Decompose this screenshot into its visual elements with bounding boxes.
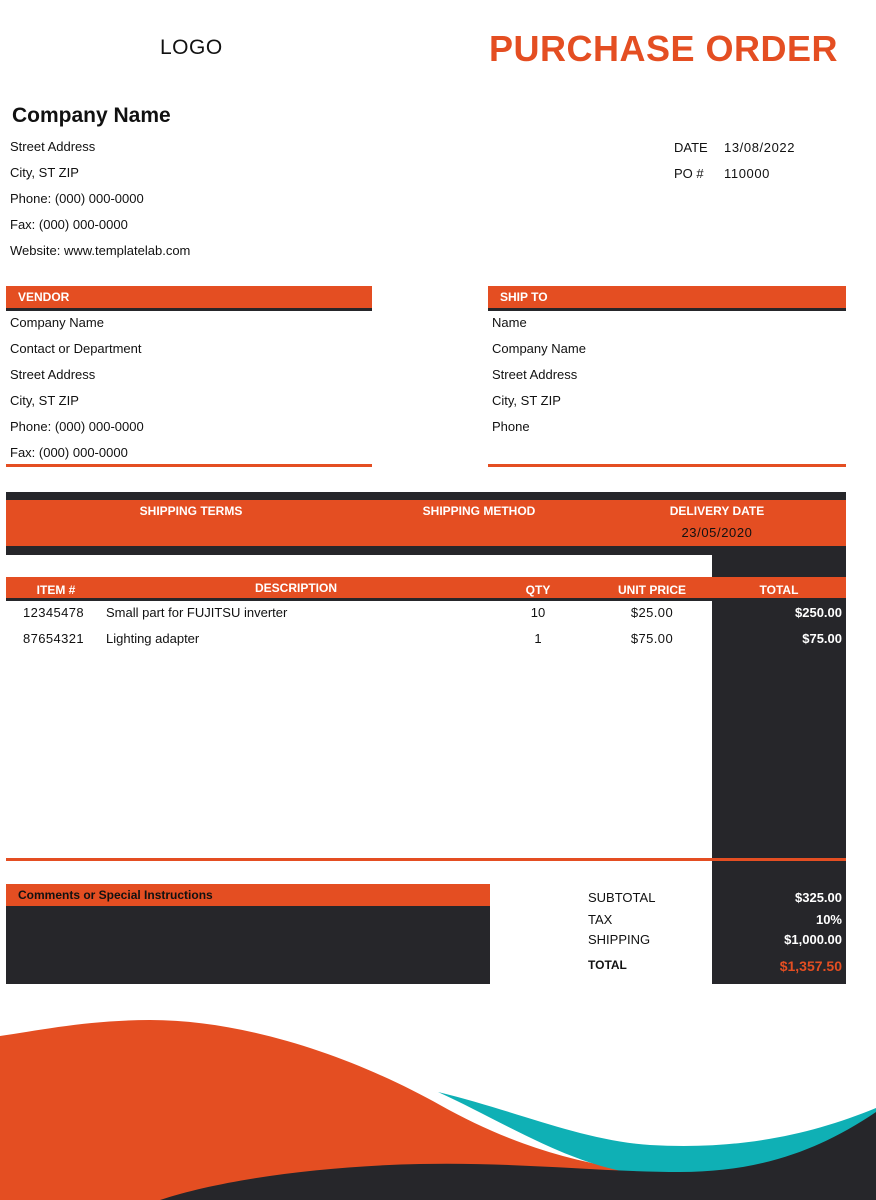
shipping-method-label: SHIPPING METHOD	[422, 504, 536, 518]
row-total: $75.00	[802, 631, 842, 646]
tax-label: TAX	[588, 912, 613, 927]
row-total: $250.00	[795, 605, 842, 620]
shipping-label: SHIPPING	[588, 932, 651, 947]
total-column-background	[712, 555, 846, 858]
document-title: PURCHASE ORDER	[488, 28, 838, 69]
vendor-heading: VENDOR	[18, 290, 70, 304]
ship-to-phone: Phone	[492, 419, 530, 434]
shipping-bottom-bar	[6, 546, 846, 555]
vendor-block	[10, 310, 144, 466]
col-total-header: TOTAL	[759, 583, 799, 597]
comments-header	[6, 884, 490, 906]
vendor-fax: Fax: (000) 000-0000	[10, 445, 128, 460]
delivery-date-label: DELIVERY DATE	[669, 504, 765, 518]
row-unit-price: $25.00	[630, 605, 674, 620]
tax-value: 10%	[815, 912, 842, 927]
row-description: Lighting adapter	[106, 631, 200, 646]
subtotal-value: $325.00	[795, 890, 842, 905]
vendor-bottom-rule	[6, 464, 372, 467]
company-website: Website: www.templatelab.com	[10, 243, 191, 258]
row-unit-price: $75.00	[630, 631, 674, 646]
grand-total-value: $1,357.50	[779, 958, 842, 974]
po-label: PO #	[674, 166, 704, 181]
subtotal-label: SUBTOTAL	[588, 890, 656, 905]
vendor-company: Company Name	[10, 315, 104, 330]
company-street: Street Address	[10, 139, 96, 154]
shipping-terms-label: SHIPPING TERMS	[139, 504, 243, 518]
total-label: TOTAL	[588, 958, 627, 972]
logo-placeholder: LOGO	[160, 36, 223, 59]
ship-to-header	[488, 286, 846, 308]
col-description-header: DESCRIPTION	[254, 581, 337, 595]
ship-to-street: Street Address	[492, 367, 578, 382]
ship-to-company: Company Name	[492, 341, 586, 356]
shipping-top-bar	[6, 492, 846, 500]
ship-to-heading: SHIP TO	[500, 290, 548, 304]
company-name: Company Name	[12, 104, 171, 127]
vendor-city: City, ST ZIP	[10, 393, 79, 408]
row-item-number: 87654321	[23, 631, 85, 646]
table-row	[6, 631, 846, 653]
col-qty-header: QTY	[525, 583, 551, 597]
ship-to-name: Name	[492, 315, 527, 330]
vendor-header	[6, 286, 372, 308]
ship-to-city: City, ST ZIP	[492, 393, 561, 408]
company-city: City, ST ZIP	[10, 165, 79, 180]
row-item-number: 12345478	[23, 605, 85, 620]
row-qty: 10	[530, 605, 546, 620]
ship-to-block	[492, 310, 586, 440]
items-header-underline	[6, 598, 712, 601]
col-item-header: ITEM #	[36, 583, 76, 597]
decorative-wave-graphic	[0, 1000, 876, 1200]
comments-box[interactable]	[6, 906, 490, 984]
col-unit-price-header: UNIT PRICE	[617, 583, 686, 597]
company-fax: Fax: (000) 000-0000	[10, 217, 128, 232]
row-qty: 1	[534, 631, 542, 646]
vendor-contact: Contact or Department	[10, 341, 142, 356]
comments-heading: Comments or Special Instructions	[18, 888, 213, 902]
date-value: 13/08/2022	[724, 140, 796, 155]
vendor-street: Street Address	[10, 367, 96, 382]
company-address-block	[10, 134, 190, 264]
po-value: 110000	[724, 166, 771, 181]
table-row	[6, 605, 846, 627]
delivery-date-value: 23/05/2020	[681, 525, 753, 540]
vendor-phone: Phone: (000) 000-0000	[10, 419, 144, 434]
shipping-value: $1,000.00	[784, 932, 842, 947]
ship-to-bottom-rule	[488, 464, 846, 467]
company-phone: Phone: (000) 000-0000	[10, 191, 144, 206]
row-description: Small part for FUJITSU inverter	[106, 605, 288, 620]
date-label: DATE	[674, 140, 708, 155]
